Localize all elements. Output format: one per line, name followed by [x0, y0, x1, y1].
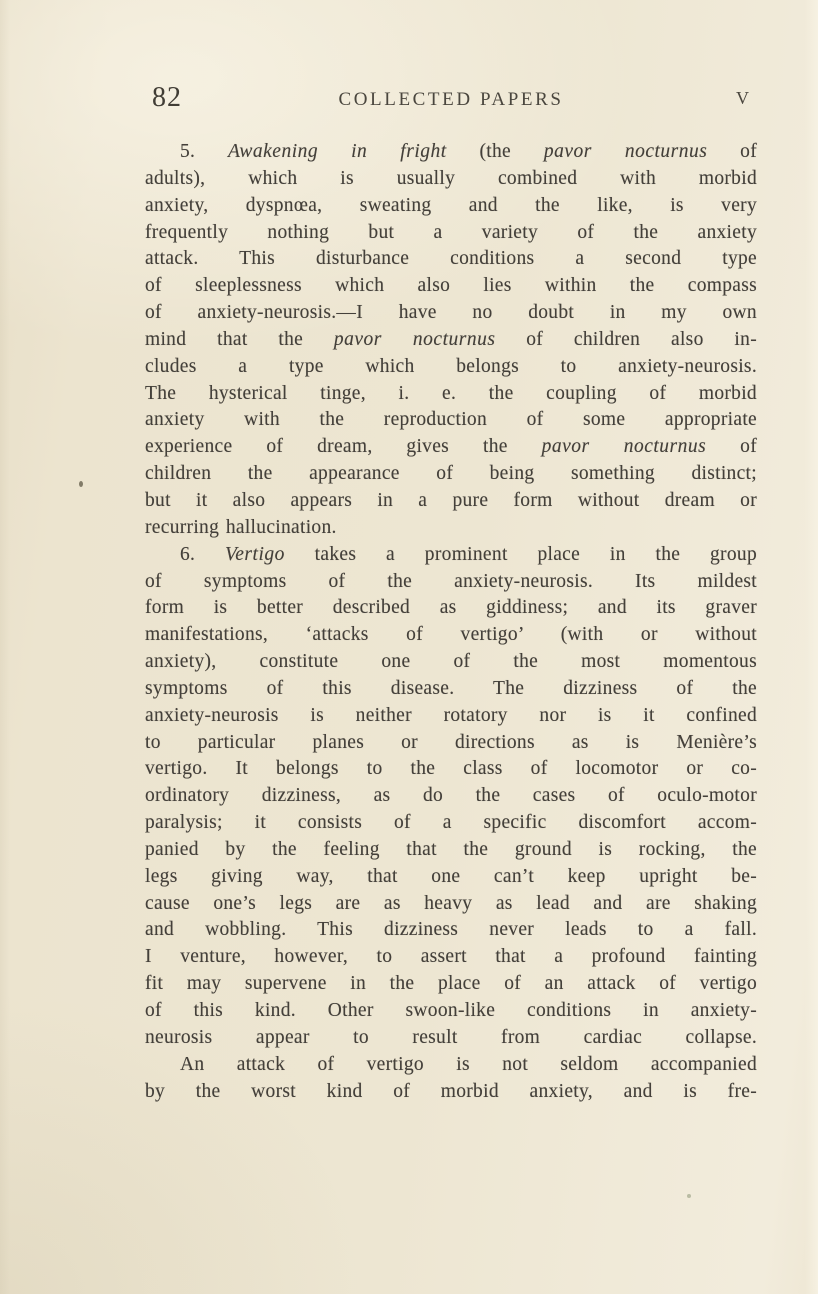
text-line	[145, 810, 757, 837]
text-line	[145, 220, 757, 247]
text-line	[145, 381, 757, 408]
text-segment: frequently nothing but a variety of the anxiety	[145, 221, 757, 243]
text-segment: ordinatory dizziness, as do the cases of oculo-motor	[145, 785, 757, 807]
text-segment: anxiety, dyspnœa, sweating and the like, is very	[145, 194, 757, 216]
text-line	[145, 595, 757, 622]
text-segment: anxiety), constitute one of the most momentous	[145, 651, 757, 673]
text-line	[145, 783, 757, 810]
text-segment: experience of dream, gives the	[145, 436, 542, 458]
text-line	[145, 273, 757, 300]
text-segment: form is better described as giddiness; and its graver	[145, 597, 757, 619]
text-segment: of	[706, 436, 757, 458]
page-right-edge-highlight	[805, 0, 818, 1294]
text-segment: children the appearance of being something distinct;	[145, 463, 757, 485]
text-line	[145, 354, 757, 381]
text-line	[145, 1079, 757, 1106]
page-left-edge-shadow	[0, 0, 10, 1294]
text-segment: attack. This disturbance conditions a second type	[145, 248, 757, 270]
text-segment: paralysis; it consists of a specific discomfort accom-	[145, 812, 757, 834]
text-line	[145, 434, 757, 461]
text-segment: cludes a type which belongs to anxiety-neurosis.	[145, 355, 757, 377]
text-line	[145, 891, 757, 918]
text-line	[145, 998, 757, 1025]
text-segment: legs giving way, that one can’t keep upright be-	[145, 865, 757, 887]
text-segment: I venture, however, to assert that a profound fainting	[145, 946, 757, 968]
text-segment: of	[707, 141, 757, 162]
text-segment: recurring hallucination.	[145, 516, 337, 538]
text-segment: 5.	[180, 141, 229, 162]
text-block	[145, 139, 757, 1105]
italic-text: pavor nocturnus	[541, 436, 707, 458]
text-line	[145, 837, 757, 864]
text-line	[145, 703, 757, 730]
text-line	[145, 461, 757, 488]
text-segment: vertigo. It belongs to the class of locomotor or co-	[145, 758, 757, 780]
text-segment: manifestations, ‘attacks of vertigo’ (with or without	[145, 624, 757, 646]
text-segment: anxiety-neurosis is neither rotatory nor is it confined	[145, 704, 757, 726]
text-line	[145, 676, 757, 703]
text-line	[145, 756, 757, 783]
text-line	[145, 166, 757, 193]
text-line	[145, 944, 757, 971]
text-line	[145, 569, 757, 596]
text-segment: takes a prominent place in the group	[284, 543, 757, 565]
italic-text: Awakening in fright	[228, 141, 447, 162]
text-segment: neurosis appear to result from cardiac collapse.	[145, 1026, 757, 1048]
text-line	[145, 649, 757, 676]
text-segment: fit may supervene in the place of an attack of vertigo	[145, 973, 757, 995]
text-segment: symptoms of this disease. The dizziness of the	[145, 677, 757, 699]
text-line	[145, 1052, 757, 1079]
section-numeral: V	[736, 88, 750, 108]
italic-text: pavor nocturnus	[333, 328, 496, 350]
paper-speck	[79, 481, 83, 487]
text-segment: An attack of vertigo is not seldom accompanied	[180, 1053, 757, 1075]
text-line	[145, 864, 757, 891]
text-segment: of children also in-	[495, 328, 757, 350]
text-line	[145, 917, 757, 944]
text-line	[145, 1025, 757, 1052]
text-segment: of symptoms of the anxiety-neurosis. Its mildest	[145, 570, 757, 592]
text-segment: of anxiety-neurosis.—I have no doubt in my own	[145, 302, 757, 324]
running-head-title: COLLECTED PAPERS	[338, 89, 564, 110]
text-line	[145, 300, 757, 327]
italic-text: Vertigo	[225, 543, 285, 565]
text-segment: adults), which is usually combined with morbid	[145, 167, 757, 189]
text-segment: anxiety with the reproduction of some appropriate	[145, 409, 757, 431]
text-line	[145, 515, 757, 542]
text-line	[145, 407, 757, 434]
text-line	[145, 246, 757, 273]
text-line	[145, 139, 757, 166]
text-segment: mind that the	[145, 328, 334, 350]
text-segment: but it also appears in a pure form without dream or	[145, 489, 757, 511]
text-line	[145, 730, 757, 757]
text-segment: to particular planes or directions as is Menière’s	[145, 731, 757, 753]
text-line	[145, 971, 757, 998]
paper-speck	[687, 1194, 691, 1198]
text-segment: by the worst kind of morbid anxiety, and is fre-	[145, 1080, 757, 1102]
text-segment: panied by the feeling that the ground is rocking, the	[145, 838, 757, 860]
text-segment: cause one’s legs are as heavy as lead and are shaking	[145, 892, 757, 914]
text-segment: (the	[446, 141, 544, 162]
text-segment: of this kind. Other swoon-like conditions in anxiety-	[145, 1000, 757, 1021]
text-segment: of sleeplessness which also lies within the compass	[145, 275, 757, 297]
text-line	[145, 542, 757, 569]
text-segment: 6.	[180, 543, 226, 565]
text-segment: The hysterical tinge, i. e. the coupling of morbid	[145, 382, 757, 404]
text-line	[145, 622, 757, 649]
text-line	[145, 327, 757, 354]
italic-text: pavor nocturnus	[543, 141, 708, 162]
text-line	[145, 193, 757, 220]
text-line	[145, 488, 757, 515]
page-number: 82	[152, 82, 182, 113]
text-segment: and wobbling. This dizziness never leads to a fall.	[145, 919, 757, 941]
